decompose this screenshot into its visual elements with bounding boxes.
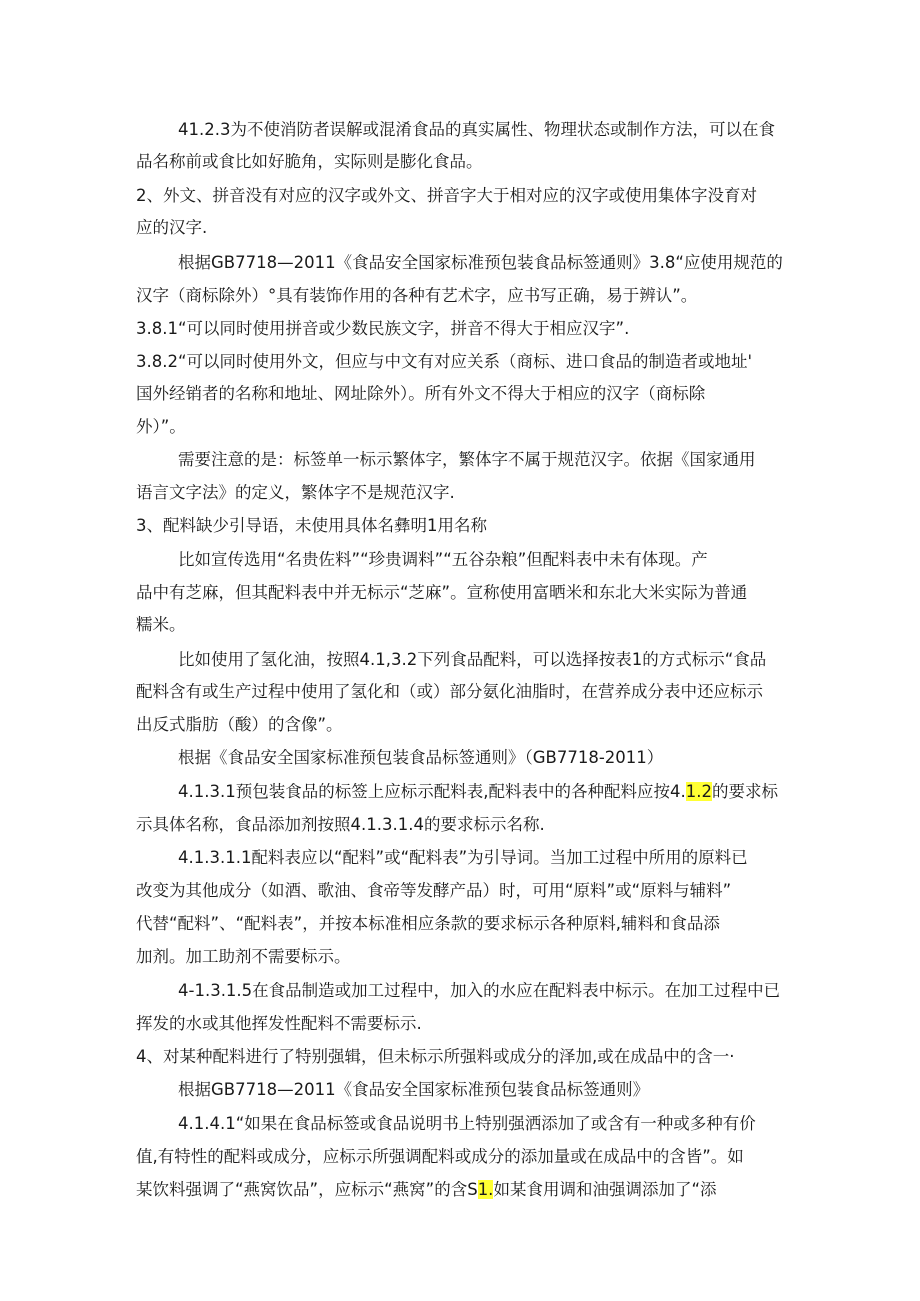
text-line: 应的汉字. bbox=[136, 218, 208, 237]
text-line: 3、配料缺少引导语，未使用具体名彝明1用名称 bbox=[136, 516, 487, 535]
highlighted-text: S1. bbox=[467, 1180, 494, 1199]
text-line: 品中有芝麻，但其配料表中并无标示“芝麻”。宣称使用富晒米和东北大米实际为普通 bbox=[136, 583, 748, 602]
text-line: 糯米。 bbox=[136, 615, 186, 634]
text-line: 4-1.3.1.5在食品制造或加工过程中，加入的水应在配料表中标示。在加工过程中已 bbox=[178, 981, 781, 1000]
text-line: 需要注意的是：标签单一标示繁体字，繁体字不属于规范汉字。依据《国家通用 bbox=[178, 450, 756, 469]
text-line: 改变为其他成分（如酒、歌油、食帝等发酵产品）时，可用“原料”或“原料与辅料” bbox=[136, 881, 732, 900]
text-line: 国外经销者的名称和地址、网址除外）。所有外文不得大于相应的汉字（商标除 bbox=[136, 384, 706, 403]
text-line bbox=[0, 1174, 920, 1206]
text-line: 3.8.1“可以同时使用拼音或少数民族文字，拼音不得大于相应汉字”. bbox=[136, 319, 630, 338]
text-line: 挥发的水或其他挥发性配料不需要标示. bbox=[136, 1014, 422, 1033]
text-line: 语言文字法》的定义，繁体字不是规范汉字. bbox=[136, 483, 455, 502]
text-line: 3.8.2“可以同时使用外文，但应与中文有对应关系（商标、进口食品的制造者或地址' bbox=[136, 352, 753, 371]
text-line: 外）”。 bbox=[136, 417, 186, 436]
text-segment: 某饮料强调了“燕窝饮品”，应标示“燕窝”的含 bbox=[136, 1180, 468, 1199]
highlighted-text: 4.1.2 bbox=[669, 782, 712, 801]
text-line: 4、对某种配料进行了特别强辑，但未标示所强料或成分的泽加,或在成品中的含一· bbox=[136, 1047, 735, 1066]
text-line: 汉字（商标除外）°具有装饰作用的各种有艺术字，应书写正确，易于辨认”。 bbox=[136, 286, 698, 305]
text-line: 2、外文、拼音没有对应的汉字或外文、拼音字大于相对应的汉字或使用集体字没育对 bbox=[136, 186, 757, 205]
text-line: 代替“配料”、“配料表”，并按本标准相应条款的要求标示各种原料,辅料和食品添 bbox=[136, 914, 720, 933]
text-line: 4.1.3.1.1配料表应以“配料”或“配料表”为引导词。当加工过程中所用的原料已 bbox=[178, 848, 748, 867]
text-line: 41.2.3为不使消防者误解或混淆食品的真实属性、物理状态或制作方法，可以在食 bbox=[178, 120, 775, 139]
text-line: 配料含有或生产过程中使用了氢化和（或）部分氨化油脂时，在营养成分表中还应标示 bbox=[136, 682, 763, 701]
text-segment: 如某食用调和油强调添加了“添 bbox=[493, 1180, 717, 1199]
text-line: 比如宣传选用“名贵佐料”“珍贵调料”“五谷杂粮”但配料表中未有体现。产 bbox=[178, 550, 708, 569]
text-line: 出反式脂肪（酸）的含像”。 bbox=[136, 715, 343, 734]
text-segment: 的要求标 bbox=[711, 782, 778, 801]
text-line: 4.1.4.1“如果在食品标签或食品说明书上特别强洒添加了或含有一种或多种有价 bbox=[178, 1114, 756, 1133]
text-line: 比如使用了氢化油，按照4.1,3.2下列食品配料，可以选择按表1的方式标示“食品 bbox=[178, 650, 767, 669]
text-line: 根据GB7718—2011《食品安全国家标准预包装食品标签通则》3.8“应使用规范的 bbox=[178, 253, 783, 272]
text-line: 根据GB7718—2011《食品安全国家标准预包装食品标签通则》 bbox=[178, 1080, 650, 1099]
text-line: 加剂。加工助剂不需要标示。 bbox=[136, 947, 351, 966]
text-line: 值,有特性的配料或成分，应标示所强调配料或成分的添加量或在成品中的含皆”。如 bbox=[136, 1147, 744, 1166]
text-line: 品名称前或食比如好脆角，实际则是膨化食品。 bbox=[136, 152, 483, 171]
text-line: 示具体名称，食品添加剂按照4.1.3.1.4的要求标示名称. bbox=[136, 815, 545, 834]
text-line bbox=[0, 776, 920, 808]
text-segment: 4.1.3.1预包装食品的标签上应标示配料表,配料表中的各种配料应按 bbox=[178, 782, 670, 801]
text-line: 根据《食品安全国家标准预包装食品标签通则》（GB7718-2011） bbox=[178, 748, 664, 767]
